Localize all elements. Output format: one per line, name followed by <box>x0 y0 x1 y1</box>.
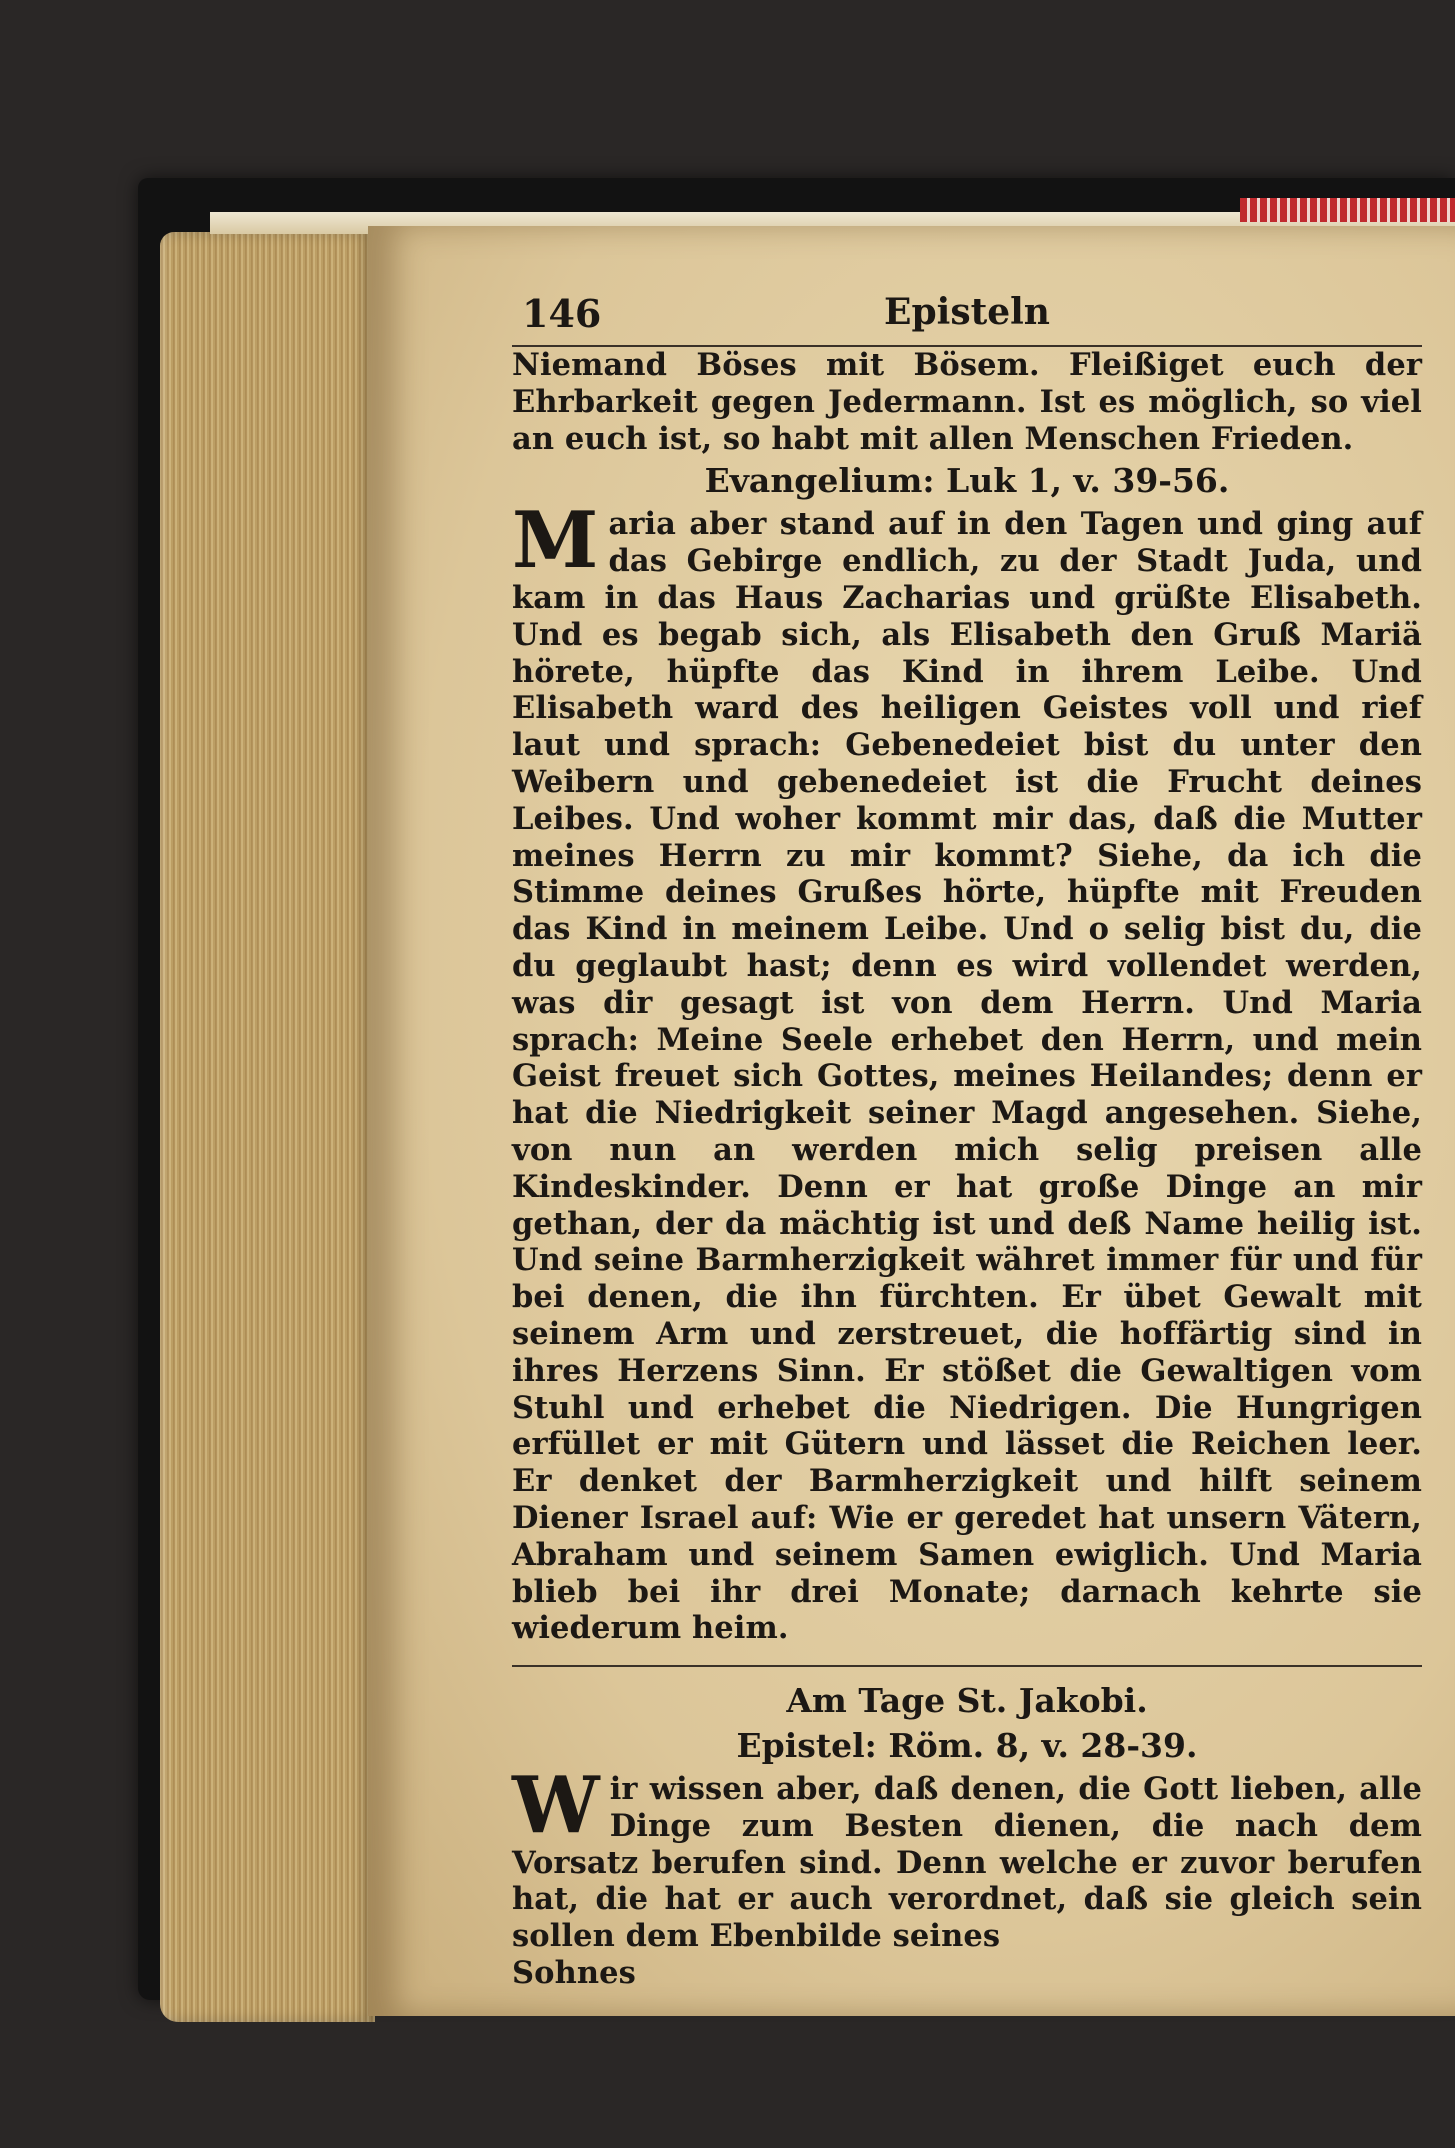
page-header <box>512 285 1422 347</box>
bookmark-ribbon[interactable] <box>1240 198 1455 222</box>
epistle-drop-initial: W <box>512 1760 600 1852</box>
catchword: Sohnes <box>512 1955 636 1992</box>
gospel-heading: Evangelium: Luk 1, v. 39-56. <box>704 461 1230 501</box>
epistle-text: ir wissen aber, daß denen, die Gott lieben, alle Dinge zum Besten dienen, die nach dem Vorsatz berufen sind. Denn welche er zuvor berufen hat, die hat er auch verordnet, daß sie gleich sein sollen dem Ebenbilde seines <box>512 1771 1422 1955</box>
feast-heading: Am Tage St. Jakobi. <box>786 1681 1148 1721</box>
epistle-heading: Epistel: Röm. 8, v. 28-39. <box>736 1726 1198 1766</box>
running-title: Episteln <box>884 291 1050 333</box>
carryover-paragraph: Niemand Böses mit Bösem. Fleißiget euch der Ehrbarkeit gegen Jedermann. Ist es möglich, so viel an euch ist, so habt mit allen Menschen Frieden. <box>512 347 1422 457</box>
gospel-drop-initial: M <box>512 495 599 587</box>
gospel-text: aria aber stand auf in den Tagen und ging auf das Gebirge endlich, zu der Stadt Juda, und kam in das Haus Zacharias und grüßte Elisabeth. Und es begab sich, als Elisabeth den Gruß Mariä hörete, hüpfte das Kind in ihrem Leibe. Und Elisabeth ward des heiligen Geistes voll und rief laut und sprach: Gebenedeiet bist du unter den Weibern und gebenedeiet ist die Frucht deines Leibes. Und woher kommt mir das, daß die Mutter meines Herrn zu mir kommt? Siehe, da ich die Stimme deines Grußes hörte, hüpfte mit Freuden das Kind in meinem Leibe. Und o selig bist du, die du geglaubt hast; denn es wird vollendet werden, was dir gesagt ist von dem Herrn. Und Maria sprach: Meine Seele erhebet den Herrn, und mein Geist freuet sich Gottes, meines Heilandes; denn er hat die Niedrigkeit seiner Magd angesehen. Siehe, von nun an werden mich selig preisen alle Kindeskinder. Denn er hat große Dinge an mir gethan, der da mächtig ist und deß Name heilig ist. Und seine Barmherzigkeit währet immer für und für bei denen, die ihn fürchten. Er übet Gewalt mit seinem Arm und zerstreuet, die hoffärtig sind in ihres Herzens Sinn. Er stößet die Gewaltigen vom Stuhl und erhebet die Niedrigen. Die Hungrigen erfüllet er mit Gütern und lässet die Reichen leer. Er denket der Barmherzigkeit und hilft seinem Diener Israel auf: Wie er geredet hat unsern Vätern, Abraham und seinem Samen ewiglich. Und Maria blieb bei ihr drei Monate; darnach kehrte sie wiederum heim. <box>512 506 1422 1647</box>
section-divider <box>512 1665 1422 1667</box>
page-edges <box>160 232 375 2022</box>
gospel-paragraph <box>512 495 1422 1647</box>
epistle-paragraph <box>512 1760 1422 1955</box>
page-content <box>512 285 1422 1992</box>
page-number: 146 <box>522 291 602 336</box>
